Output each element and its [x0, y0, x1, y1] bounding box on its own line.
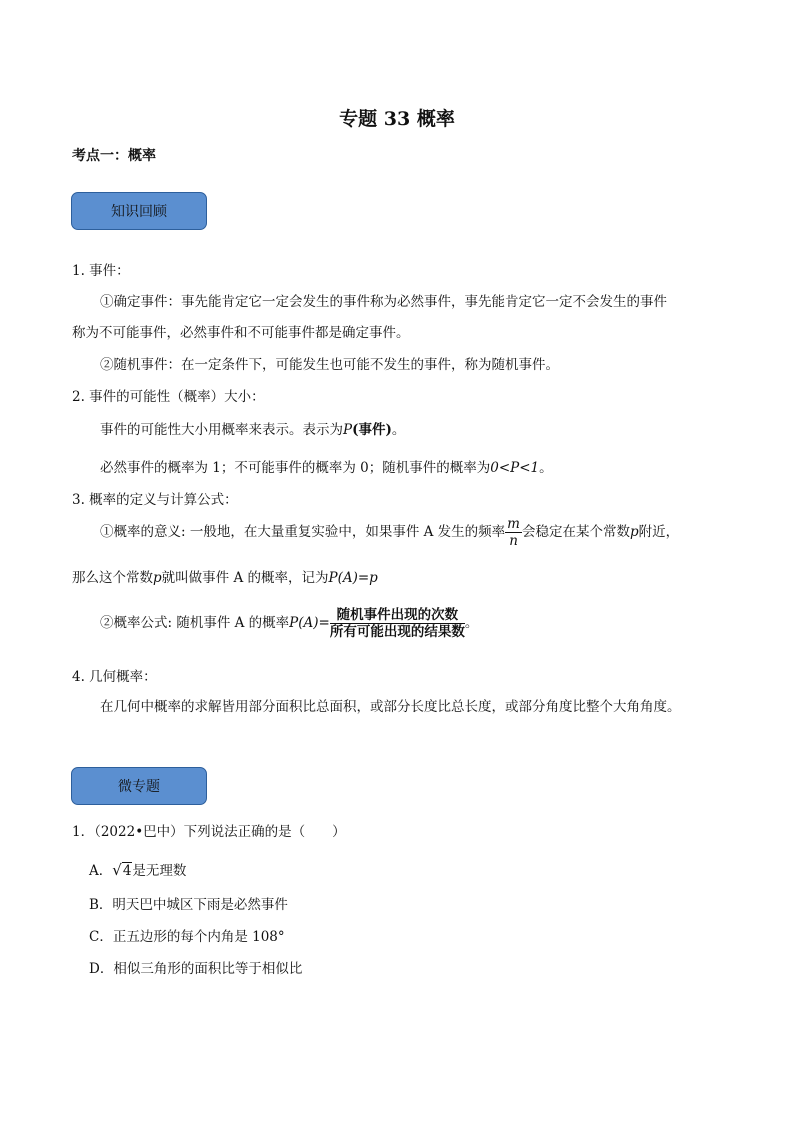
- option-c[interactable]: C．正五边形的每个内角是 108°: [89, 929, 285, 945]
- micro-topic-badge: 微专题: [71, 767, 207, 805]
- p-symbol: P: [343, 422, 353, 438]
- range-formula: 0<P<1: [490, 460, 540, 476]
- s4-line1: 在几何中概率的求解皆用部分面积比总面积，或部分长度比总长度，或部分角度比整个大角角度。: [100, 699, 681, 715]
- s3-line3: [100, 607, 478, 640]
- freq-fraction: [505, 516, 522, 549]
- s3-line3-end: 。: [464, 615, 479, 631]
- option-d[interactable]: D．相似三角形的面积比等于相似比: [89, 961, 303, 977]
- option-b[interactable]: B．明天巴中城区下雨是必然事件: [89, 897, 288, 913]
- option-a-label: A．: [89, 863, 113, 879]
- section-heading: 考点一：概率: [72, 148, 156, 164]
- page-title: 专题 33 概率: [339, 108, 455, 130]
- pa-eq: P(A)=: [289, 615, 330, 631]
- s3-line3-text: ②概率公式: 随机事件 A 的概率: [100, 615, 290, 631]
- sqrt-icon: √: [112, 861, 122, 879]
- prob-fraction: [330, 607, 465, 640]
- prob-num: 随机事件出现的次数: [330, 607, 465, 624]
- s3-line1-end: 附近，: [638, 524, 680, 540]
- s2-line1: [100, 418, 405, 438]
- s2-head: 2. 事件的可能性（概率）大小：: [72, 389, 265, 405]
- option-a[interactable]: [89, 859, 186, 879]
- s1-line2: 称为不可能事件，必然事件和不可能事件都是确定事件。: [72, 325, 410, 341]
- prob-den: 所有可能出现的结果数: [329, 624, 465, 640]
- s2-line2-end: 。: [539, 460, 553, 476]
- radicand: 4: [122, 863, 132, 879]
- s3-line1-mid: 会稳定在某个常数: [521, 524, 630, 540]
- review-badge: 知识回顾: [71, 192, 207, 230]
- s2-line2-text: 必然事件的概率为 1；不可能事件的概率为 0；随机事件的概率为: [100, 460, 491, 476]
- freq-den: n: [509, 533, 518, 549]
- p-const: p: [629, 524, 639, 540]
- s4-head: 4. 几何概率：: [72, 669, 157, 685]
- event-paren: (事件): [352, 422, 392, 438]
- s1-head: 1. 事件：: [72, 263, 130, 279]
- s2-line1-end: 。: [391, 422, 406, 438]
- s3-line1: [100, 516, 679, 549]
- s3-head: 3. 概率的定义与计算公式：: [72, 492, 238, 508]
- s2-line1-text: 事件的可能性大小用概率来表示。表示为: [100, 422, 343, 438]
- s1-line3: ②随机事件：在一定条件下，可能发生也可能不发生的事件，称为随机事件。: [100, 357, 559, 373]
- s2-line2: [100, 456, 553, 476]
- s3-line1-text: ①概率的意义: 一般地，在大量重复实验中，如果事件 A 发生的频率: [100, 524, 506, 540]
- p-const-2: p: [153, 570, 162, 586]
- s1-line1: ①确定事件：事先能肯定它一定会发生的事件称为必然事件，事先能肯定它一定不会发生的事件: [100, 294, 667, 310]
- question-stem: 1．（2022•巴中）下列说法正确的是（ ）: [72, 824, 346, 840]
- pa-formula: P(A)=p: [328, 570, 378, 586]
- s3-line2: [72, 566, 378, 586]
- s3-line2-text: 那么这个常数: [72, 570, 153, 586]
- option-a-text: 是无理数: [132, 863, 187, 879]
- s3-line2-mid: 就叫做事件 A 的概率，记为: [161, 570, 329, 586]
- freq-num: m: [507, 516, 520, 532]
